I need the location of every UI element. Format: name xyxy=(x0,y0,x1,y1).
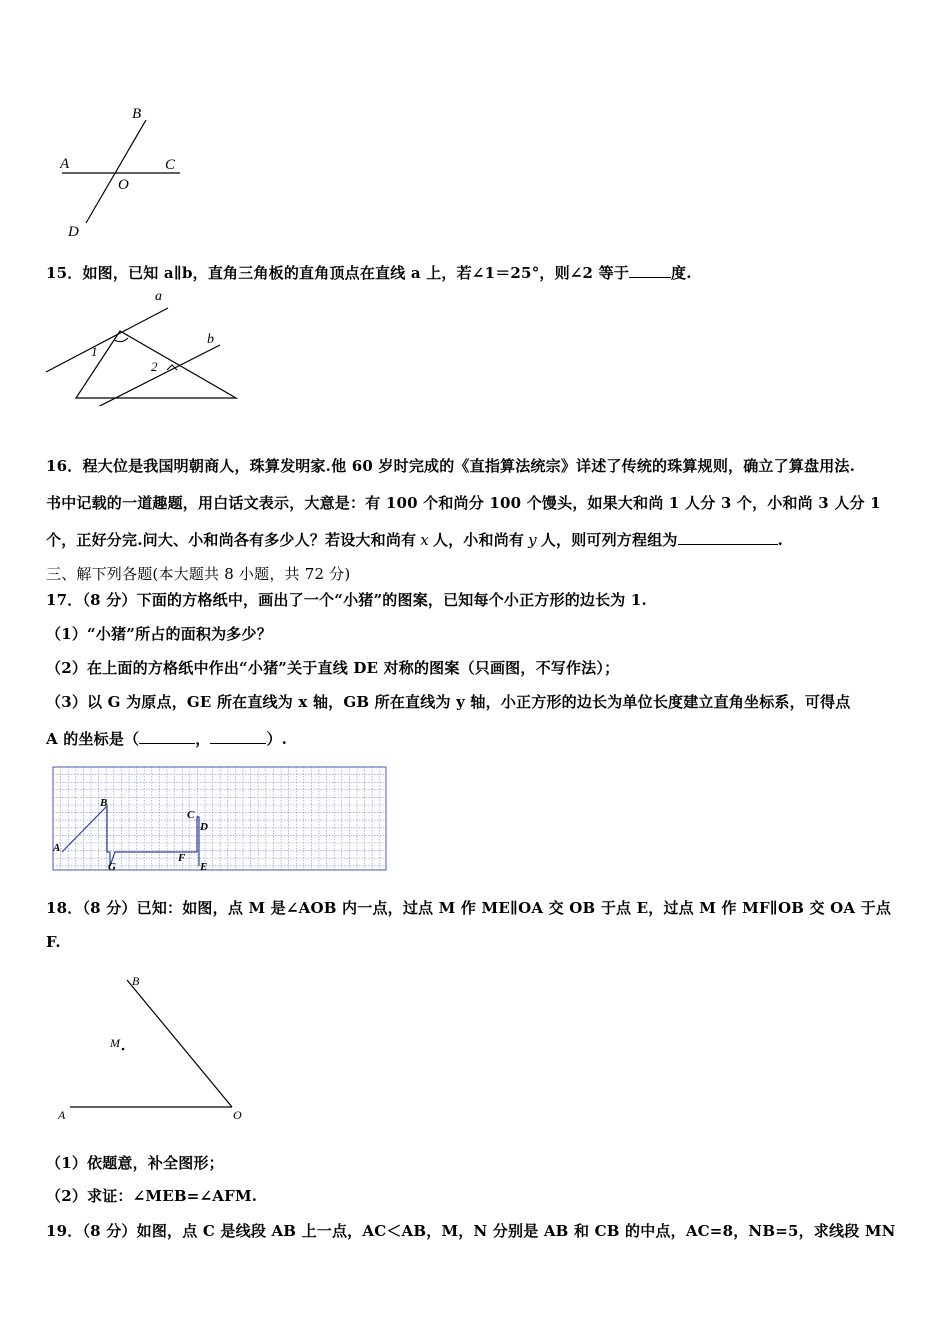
q16-text-b: 人，小和尚有 xyxy=(432,531,525,549)
intersecting-lines-figure xyxy=(52,98,192,243)
parallel-lines-triangle-figure xyxy=(44,288,244,406)
label-A: A xyxy=(60,156,70,172)
q17-y-blank[interactable] xyxy=(210,729,266,744)
q15-text: 15．如图，已知 a∥b，直角三角板的直角顶点在直线 a 上，若∠1＝25°，则∠2 等于 xyxy=(46,264,630,282)
question-18-stem-2: F. xyxy=(46,933,61,951)
question-17-part-2: （2）在上面的方格纸中作出“小猪”关于直线 DE 对称的图案（只画图，不写作法）； xyxy=(46,659,620,677)
q16-text-d: . xyxy=(777,531,784,549)
question-17-part-3b xyxy=(46,728,287,749)
grid-label-B: B xyxy=(100,797,108,809)
q17-x-blank[interactable] xyxy=(139,729,195,744)
question-18-part-2: （2）求证：∠MEB=∠AFM. xyxy=(46,1187,258,1205)
label-C: C xyxy=(165,157,176,173)
question-15 xyxy=(46,262,692,283)
grid-label-D: D xyxy=(200,821,208,833)
fig18-label-M: M xyxy=(110,1036,120,1050)
fig18-label-A: A xyxy=(58,1108,66,1122)
grid-label-G: G xyxy=(108,861,116,872)
label-angle-2: 2 xyxy=(151,359,158,374)
q17-coord-open: A 的坐标是（ xyxy=(46,730,140,748)
question-19-stem: 19．（8 分）如图，点 C 是线段 AB 上一点，AC＜AB，M，N 分别是 AB 和 CB 的中点，AC=8，NB=5，求线段 MN xyxy=(46,1222,896,1240)
fig18-label-O: O xyxy=(233,1108,242,1122)
grid-label-C: C xyxy=(187,809,195,821)
q17-coord-sep: ， xyxy=(195,730,211,748)
fig18-label-B: B xyxy=(132,974,140,988)
label-D: D xyxy=(68,224,79,240)
question-17-part-3: （3）以 G 为原点，GE 所在直线为 x 轴，GB 所在直线为 y 轴，小正方形的边长为单位长度建立直角坐标系，可得点 xyxy=(46,693,851,711)
question-18-part-1: （1）依题意，补全图形； xyxy=(46,1154,224,1172)
q16-text-c: 人，则可列方程组为 xyxy=(540,531,678,549)
pig-grid-figure xyxy=(52,766,388,872)
q16-answer-blank[interactable] xyxy=(678,530,778,545)
question-16-line-1: 16．程大位是我国明朝商人，珠算发明家.他 60 岁时完成的《直指算法统宗》详述了传统的珠算规则，确立了算盘用法. xyxy=(46,457,856,475)
q16-text-a: 个，正好分完.问大、小和尚各有多少人？若设大和尚有 xyxy=(46,531,417,549)
question-16-line-3 xyxy=(46,529,783,550)
label-angle-1: 1 xyxy=(91,344,98,359)
grid-label-E: E xyxy=(200,861,208,872)
q15-answer-blank[interactable] xyxy=(629,263,671,278)
var-y: y xyxy=(528,531,537,549)
q17-coord-close: ）. xyxy=(266,730,288,748)
angle-AOB-figure xyxy=(52,970,252,1125)
grid-label-A: A xyxy=(53,842,61,854)
question-17-part-1: （1）“小猪”所占的面积为多少？ xyxy=(46,625,272,643)
question-16-line-2: 书中记载的一道趣题，用白话文表示，大意是：有 100 个和尚分 100 个馒头，如果大和尚 1 人分 3 个，小和尚 3 人分 1 xyxy=(46,494,881,512)
label-O: O xyxy=(118,177,129,193)
label-B: B xyxy=(132,106,142,122)
q15-tail: 度. xyxy=(671,264,692,282)
question-18-stem: 18．（8 分）已知：如图，点 M 是∠AOB 内一点，过点 M 作 ME∥OA 交 OB 于点 E，过点 M 作 MF∥OB 交 OA 于点 xyxy=(46,899,892,917)
label-a: a xyxy=(155,289,162,304)
grid-label-F: F xyxy=(178,852,186,864)
question-17-stem: 17．（8 分）下面的方格纸中，画出了一个“小猪”的图案，已知每个小正方形的边长为 1. xyxy=(46,591,647,609)
var-x: x xyxy=(420,531,429,549)
section-3-title: 三、解下列各题(本大题共 8 小题，共 72 分) xyxy=(46,565,351,583)
label-b: b xyxy=(207,332,214,347)
